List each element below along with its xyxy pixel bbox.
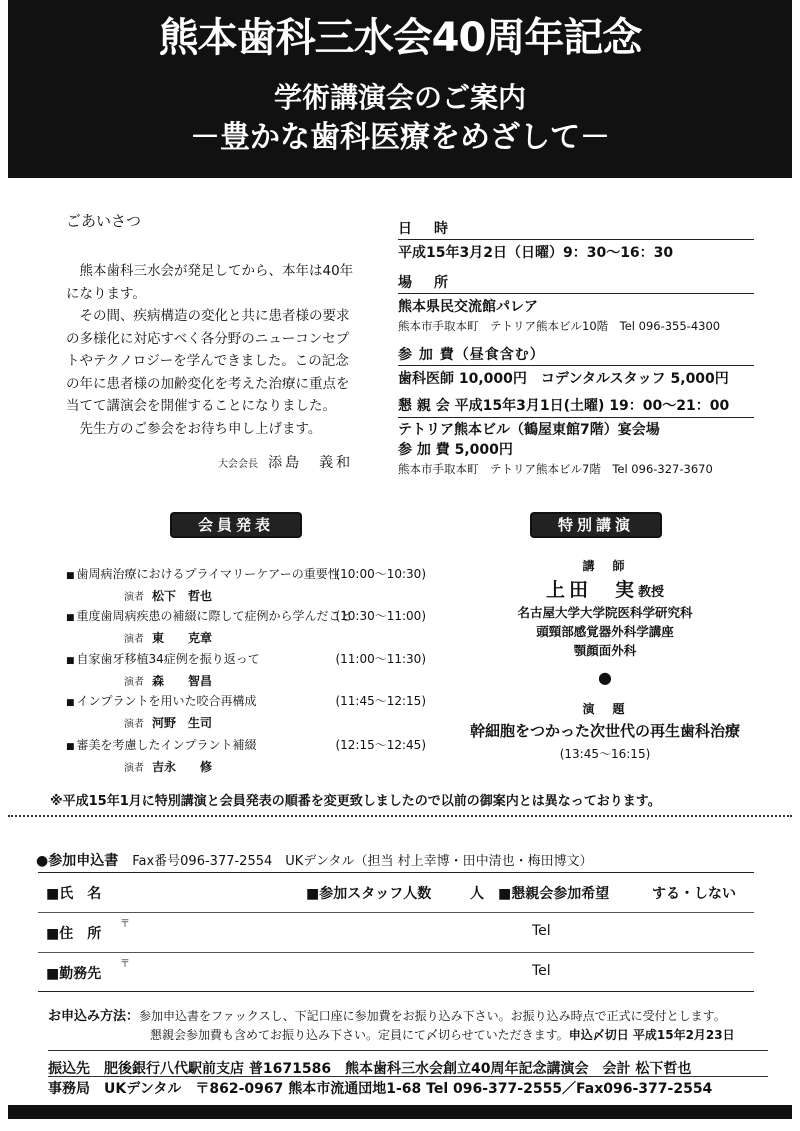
presentation-time: (11:45～12:15) [335, 694, 426, 708]
page-subtitle: 学術講演会のご案内 [273, 81, 526, 114]
member-section-title: 会員発表 [170, 512, 302, 538]
presentation-item [66, 565, 426, 604]
cut-line [8, 815, 792, 817]
presentation-time: (12:15～12:45) [335, 738, 426, 752]
party-attendance-label: ■懇親会参加希望 [498, 886, 610, 902]
application-form [38, 872, 754, 992]
presentation-item [66, 736, 426, 775]
header-banner [8, 0, 792, 178]
party-datetime: 懇 親 会 平成15年3月1日(土曜) 19：00～21：00 [398, 396, 754, 418]
presentation-speaker: 森 智昌 [152, 674, 213, 688]
greeting-heading: ごあいさつ [66, 212, 142, 230]
topic-label: 演 題 [582, 702, 628, 716]
lecturer-name-line [440, 575, 770, 602]
bullet: ■ [66, 742, 75, 752]
name-field[interactable]: ■氏 名 [46, 886, 102, 902]
office-info: 事務局 UKデンタル 〒862-0967 熊本市流通団地1-68 Tel 096-377-2555／Fax096-377-2554 [48, 1081, 713, 1097]
application-method [48, 1006, 726, 1027]
presentation-speaker: 松下 哲也 [152, 589, 213, 603]
party-attendance-options[interactable]: する・しない [652, 886, 736, 902]
greeting-paragraph: 先生方のご参会をお待ち申し上げます。 [79, 420, 322, 437]
separator-dot: ● [598, 668, 612, 687]
form-row-workplace [38, 953, 754, 993]
greeting-paragraph: その間、疾病構造の変化と共に患者様の要求の多様化に対応すべく各分野のニューコンセプトやテクノロジーを学んできました。この記念の年に患者様の加齢変化を考えた治療に重点を当てて講演会を開催することになりました。 [66, 308, 350, 414]
bullet: ■ [66, 656, 75, 666]
bullet: ■ [66, 571, 75, 581]
application-line2: 懇親会参加費も含めてお振り込み下さい。定員にて〆切らせていただきます。 [150, 1028, 569, 1042]
place-block [398, 272, 754, 335]
fee-value: 歯科医師 10,000円 コデンタルスタッフ 5,000円 [398, 371, 729, 387]
presentation-speaker: 河野 生司 [152, 716, 213, 730]
schedule-notice: ※平成15年1月に特別講演と会員発表の順番を変更致しましたので以前の御案内とは異なっております。 [50, 794, 661, 809]
fee-block [398, 344, 754, 389]
presentation-item [66, 607, 426, 646]
place-label: 場 所 [398, 272, 754, 294]
application-deadline: 申込〆切日 平成15年2月23日 [568, 1028, 735, 1042]
presentation-speaker: 東 克章 [152, 631, 213, 645]
topic-title: 幹細胞をつかった次世代の再生歯科治療 [469, 722, 740, 740]
affiliation-line: 名古屋大学大学院医科学研究科 [517, 605, 693, 620]
lecturer-title: 教授 [638, 585, 665, 600]
form-fax: Fax番号096-377-2554 UKデンタル（担当 村上幸博・田中清也・梅田博文） [132, 854, 593, 869]
address-field[interactable]: ■住 所 [46, 926, 102, 942]
topic-time: (13:45～16:15) [559, 747, 651, 761]
form-row-address [38, 913, 754, 953]
footer-bar [8, 1105, 792, 1119]
place-address: 熊本市手取本町 テトリア熊本ビル10階 Tel 096-355-4300 [398, 319, 721, 333]
presentation-title: インプラントを用いた咬合再構成 [76, 694, 257, 708]
date-value: 平成15年3月2日（日曜）9：30～16：30 [398, 245, 674, 261]
presentation-time: (10:00～10:30) [335, 567, 426, 581]
presentation-item [66, 692, 426, 731]
signer-name: 添島 義和 [268, 455, 354, 471]
greeting-body [66, 260, 358, 440]
bullet: ■ [66, 613, 75, 623]
workplace-tel-field[interactable]: Tel [532, 963, 551, 979]
speaker-role: 演者 [124, 719, 144, 730]
speaker-role: 演者 [124, 592, 144, 603]
special-section-title: 特別講演 [530, 512, 662, 538]
lecturer-label: 講 師 [582, 559, 628, 573]
page-title: 熊本歯科三水会40周年記念 [158, 15, 642, 61]
bullet: ■ [66, 698, 75, 708]
postal-mark: 〒 [120, 959, 130, 970]
presentation-item [66, 650, 426, 689]
date-block [398, 218, 754, 263]
divider [48, 1050, 768, 1051]
address-tel-field[interactable]: Tel [532, 923, 551, 939]
application-line2-wrap [150, 1026, 735, 1043]
form-row-name [38, 873, 754, 913]
presentation-time: (10:30～11:00) [335, 609, 426, 623]
signer-role: 大会会長 [218, 459, 258, 470]
form-title: ●参加申込書 [36, 853, 119, 869]
party-fee: 参 加 費 5,000円 [398, 442, 513, 458]
party-block [398, 396, 754, 478]
application-line1: 参加申込書をファックスし、下記口座に参加費をお振り込み下さい。お振り込み時点で正式に受付とします。 [139, 1009, 726, 1023]
speaker-role: 演者 [124, 634, 144, 645]
greeting-signature [218, 452, 353, 472]
postal-mark: 〒 [120, 919, 130, 930]
affiliation-line: 顎顔面外科 [573, 643, 637, 658]
workplace-field[interactable]: ■勤務先 [46, 966, 102, 982]
divider [48, 1076, 768, 1077]
presentation-time: (11:00～11:30) [335, 652, 426, 666]
party-address: 熊本市手取本町 テトリア熊本ビル7階 Tel 096-327-3670 [398, 462, 713, 476]
fee-label: 参 加 費（昼食含む） [398, 344, 754, 366]
application-method-label: お申込み方法： [48, 1009, 140, 1024]
presentation-speaker: 吉永 修 [152, 760, 213, 774]
speaker-role: 演者 [124, 763, 144, 774]
page-theme: －豊かな歯科医療をめざして－ [190, 120, 610, 155]
speaker-role: 演者 [124, 677, 144, 688]
party-place: テトリア熊本ビル（鶴屋東館7階）宴会場 [398, 422, 660, 438]
form-header [36, 850, 593, 870]
affiliation-line: 頭頸部感覚器外科学講座 [536, 624, 674, 639]
staff-unit: 人 [470, 886, 484, 902]
presentation-title: 歯周病治療におけるプライマリーケアーの重要性 [76, 567, 340, 581]
presentation-title: 重度歯周病疾患の補綴に際して症例から学んだこと [76, 609, 353, 623]
bank-transfer-info: 振込先 肥後銀行八代駅前支店 普1671586 熊本歯科三水会創立40周年記念講演会 会計 松下哲也 [48, 1061, 692, 1077]
staff-count-field[interactable]: ■参加スタッフ人数 [306, 886, 432, 902]
place-name: 熊本県民交流館パレア [398, 299, 538, 315]
presentation-title: 自家歯牙移植34症例を振り返って [76, 652, 260, 666]
date-label: 日 時 [398, 218, 754, 240]
lecturer-name: 上田 実 [545, 579, 638, 601]
greeting-paragraph: 熊本歯科三水会が発足してから、本年は40年になります。 [66, 263, 354, 302]
lecturer-affiliation [440, 603, 770, 660]
presentation-title: 審美を考慮したインプラント補綴 [76, 738, 257, 752]
